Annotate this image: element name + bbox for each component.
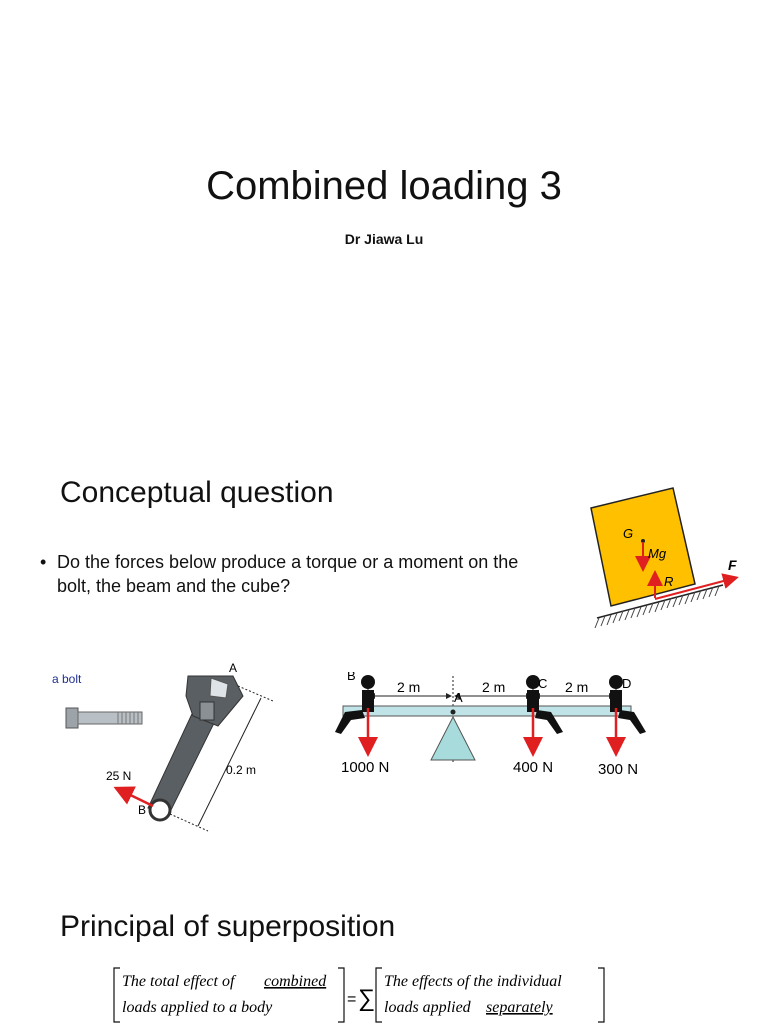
wrench-diagram [48,656,288,846]
superposition-equation [112,966,612,1024]
rhs-line1: The effects of the individual [384,973,562,990]
equals-sign: = [347,991,357,1008]
content-slide [0,448,768,1024]
label-f: F [728,557,737,573]
rhs-line2-b: separately [486,999,553,1016]
seesaw-diagram [325,672,655,832]
point-b-label: B [347,672,356,683]
label-point-a: A [229,661,238,675]
section-title: Conceptual question [60,476,334,509]
sum-symbol: ∑ [358,985,376,1012]
label-point-b: B [138,803,147,817]
wrench-icon [148,676,243,820]
label-r: R [664,574,674,589]
author-name: Dr Jiawa Lu [344,231,424,247]
title-slide [0,0,768,448]
bullet-text: Do the forces below produce a torque or a moment on the bolt, the beam and the cube? [57,552,519,596]
load-label-c: 400 N [513,759,554,776]
rhs-line2-a: loads applied [384,999,471,1016]
point-d-label: D [622,676,632,691]
spacing-label-3: 2 m [565,679,589,695]
slide-title: Combined loading 3 [206,164,562,208]
bolt-icon [66,708,142,728]
lhs-line2: loads applied to a body [122,999,273,1016]
spacing-label-1: 2 m [397,679,421,695]
bullet-dot-icon: • [40,552,47,572]
spacing-label-2: 2 m [482,679,506,695]
bolt-label: a bolt [52,672,82,686]
label-g: G [623,526,634,541]
pivot-triangle [431,717,475,760]
point-c-label: C [538,676,548,691]
pivot-label: A [454,690,463,705]
load-label-d: 300 N [598,761,639,778]
force-25n-arrow [118,789,153,806]
superposition-title: Principal of superposition [60,910,396,943]
pivot-dot [451,710,456,715]
load-label-b: 1000 N [341,759,390,776]
label-mg: Mg [648,546,667,561]
lhs-line1-a: The total effect of [122,973,235,990]
seesaw-beam [343,706,631,716]
length-label: 0.2 m [226,763,257,777]
force-label: 25 N [106,769,132,783]
cube-diagram [585,478,755,638]
lhs-line1-b: combined [264,973,327,990]
